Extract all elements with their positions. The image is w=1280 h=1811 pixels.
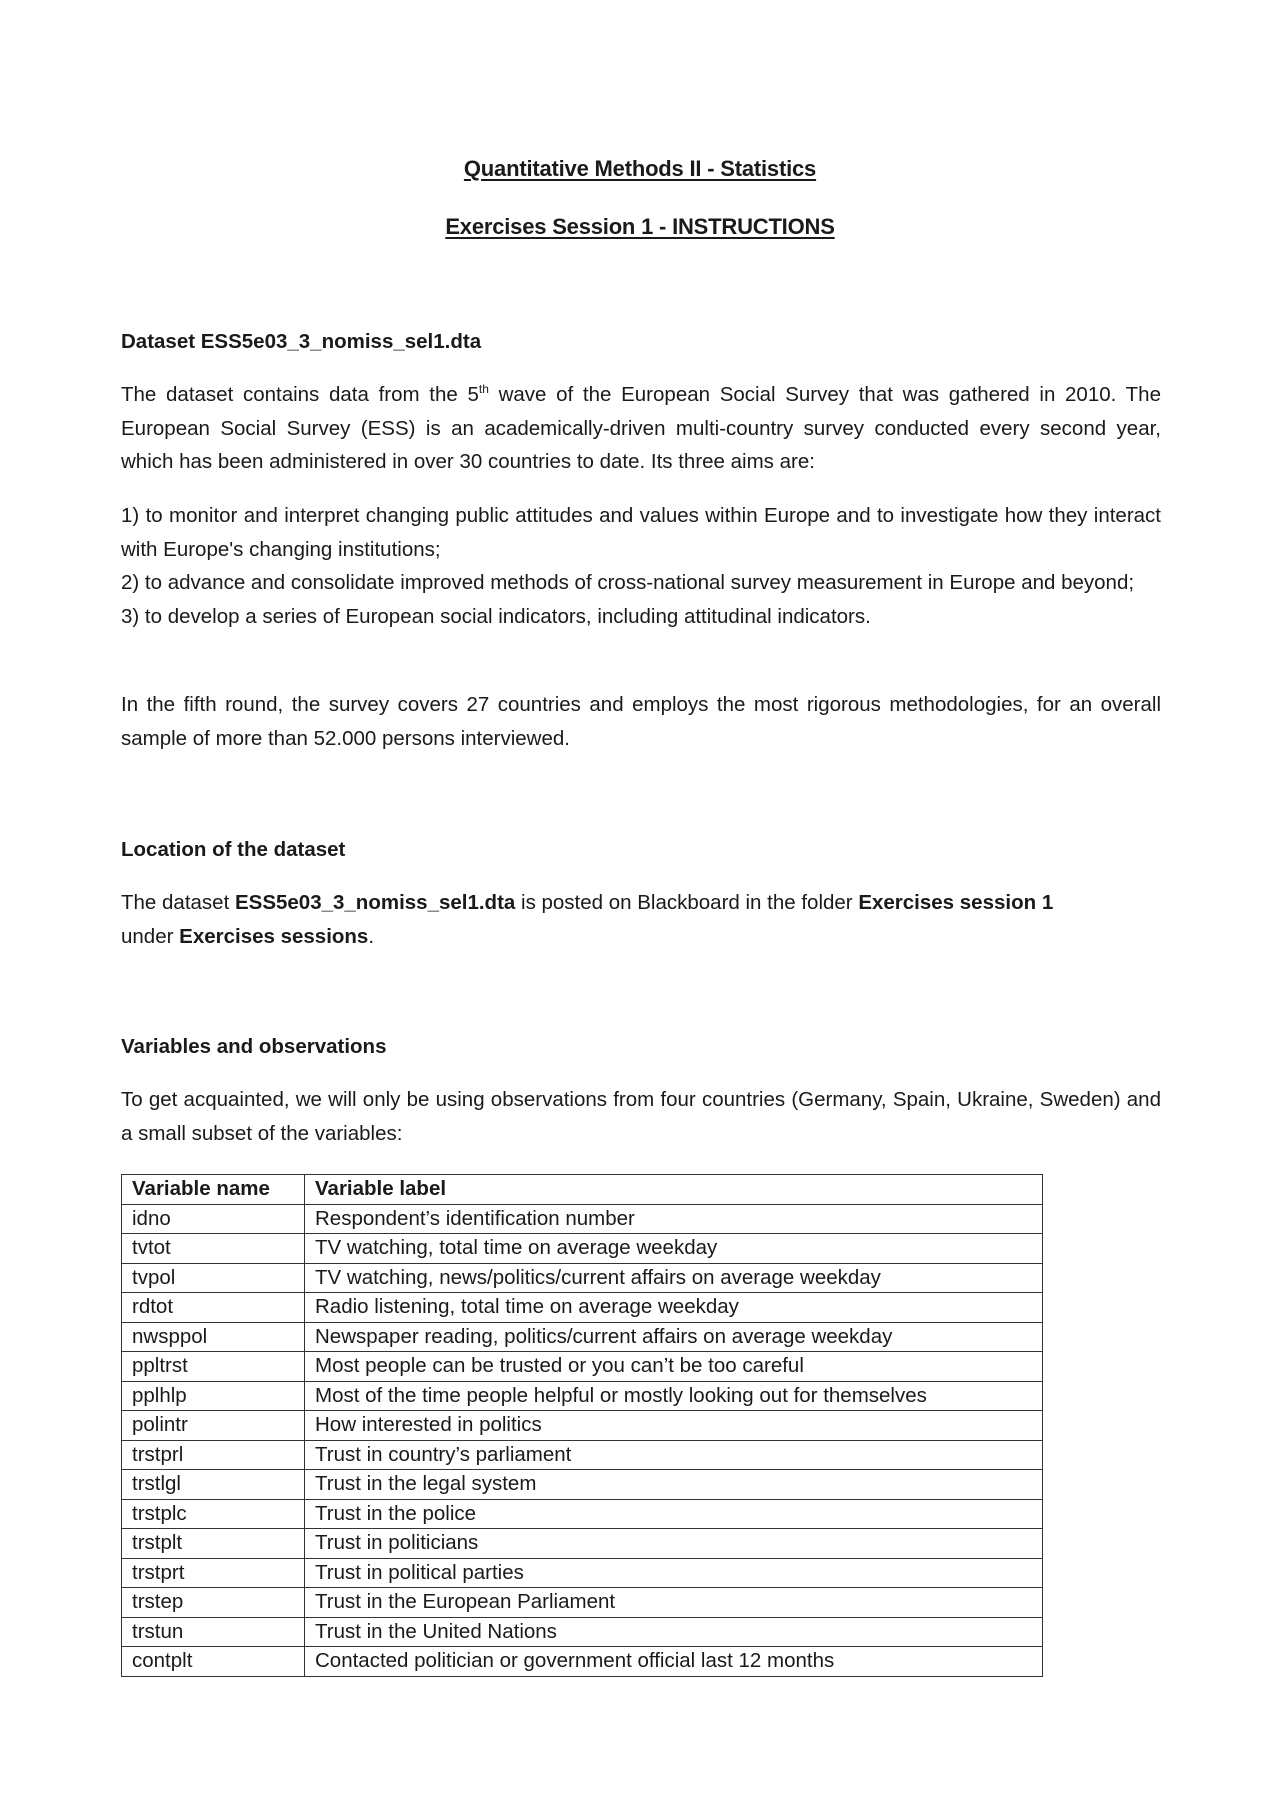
variable-label-cell: Trust in the European Parliament — [305, 1588, 1043, 1618]
location-text-1: The dataset — [121, 891, 235, 914]
variable-name-cell: polintr — [122, 1411, 305, 1441]
dataset-intro-superscript: th — [478, 382, 489, 396]
variable-name-cell: tvtot — [122, 1234, 305, 1264]
aim-item-2: 2) to advance and consolidate improved methods of cross-national survey measurement in Europe and beyond; — [121, 571, 1135, 594]
variable-name-cell: nwsppol — [122, 1322, 305, 1352]
variable-label-cell: Newspaper reading, politics/current affairs on average weekday — [305, 1322, 1043, 1352]
variable-name-cell: ppltrst — [122, 1352, 305, 1382]
variable-label-cell: Most of the time people helpful or mostly looking out for themselves — [305, 1381, 1043, 1411]
variable-name-cell: trstprl — [122, 1440, 305, 1470]
variable-name-cell: tvpol — [122, 1263, 305, 1293]
aim-item-1: 1) to monitor and interpret changing public attitudes and values within Europe and to investigate how they interact with Europe's changing institutions; — [121, 504, 1161, 561]
table-row — [122, 1263, 1043, 1293]
location-text-2: is posted on Blackboard in the folder — [515, 891, 859, 914]
table-row — [122, 1293, 1043, 1323]
variable-label-cell: TV watching, total time on average weekday — [305, 1234, 1043, 1264]
variable-label-cell: Contacted politician or government official last 12 months — [305, 1647, 1043, 1677]
variable-name-cell: trstep — [122, 1588, 305, 1618]
variable-name-cell: rdtot — [122, 1293, 305, 1323]
variable-label-cell: Most people can be trusted or you can’t be too careful — [305, 1352, 1043, 1382]
location-paragraph — [121, 886, 1161, 953]
table-row — [122, 1529, 1043, 1559]
variables-intro-paragraph: To get acquainted, we will only be using observations from four countries (Germany, Spain, Ukraine, Sweden) and a small subset of the variables: — [121, 1088, 1161, 1145]
variable-label-cell: Trust in the police — [305, 1499, 1043, 1529]
variable-name-cell: trstprt — [122, 1558, 305, 1588]
table-row — [122, 1381, 1043, 1411]
variable-label-cell: Trust in political parties — [305, 1558, 1043, 1588]
header-variable-label: Variable label — [305, 1175, 1043, 1205]
variable-label-cell: Trust in the United Nations — [305, 1617, 1043, 1647]
variable-label-cell: TV watching, news/politics/current affairs on average weekday — [305, 1263, 1043, 1293]
location-heading: Location of the dataset — [121, 838, 346, 861]
table-row — [122, 1204, 1043, 1234]
fifth-round-paragraph: In the fifth round, the survey covers 27 countries and employs the most rigorous methodologies, for an overall sample of more than 52.000 persons interviewed. — [121, 693, 1161, 750]
table-row — [122, 1617, 1043, 1647]
dataset-intro-text-1: The dataset contains data from the 5 — [121, 383, 479, 406]
variable-label-cell: How interested in politics — [305, 1411, 1043, 1441]
aims-list — [121, 499, 1161, 633]
table-row — [122, 1352, 1043, 1382]
table-row — [122, 1470, 1043, 1500]
course-title: Quantitative Methods II - Statistics — [463, 156, 817, 181]
dataset-intro-paragraph — [121, 378, 1161, 479]
variables-table — [121, 1174, 1043, 1677]
table-header-row — [122, 1175, 1043, 1205]
parent-folder-name: Exercises sessions — [179, 924, 369, 948]
variables-heading: Variables and observations — [121, 1035, 387, 1058]
table-row — [122, 1647, 1043, 1677]
variable-name-cell: pplhlp — [122, 1381, 305, 1411]
table-row — [122, 1440, 1043, 1470]
dataset-intro-text-2: wave of the European Social Survey that was gathered in 2010. The European Social Survey (ESS) is an academically-driven multi-country survey conducted every second year, which has been administered in over 30 countries to date. Its three aims are: — [121, 383, 1161, 473]
variable-label-cell: Trust in the legal system — [305, 1470, 1043, 1500]
table-row — [122, 1411, 1043, 1441]
session-title: Exercises Session 1 - INSTRUCTIONS — [445, 214, 835, 239]
dataset-filename: ESS5e03_3_nomiss_sel1.dta — [234, 891, 516, 914]
location-text-3: under — [121, 924, 180, 948]
variable-label-cell: Respondent’s identification number — [305, 1204, 1043, 1234]
aim-item-3: 3) to develop a series of European social indicators, including attitudinal indicators. — [121, 604, 871, 628]
table-row — [122, 1322, 1043, 1352]
variable-name-cell: idno — [122, 1204, 305, 1234]
dataset-heading: Dataset ESS5e03_3_nomiss_sel1.dta — [121, 330, 482, 353]
variable-name-cell: trstun — [122, 1617, 305, 1647]
location-text-4: . — [368, 924, 375, 948]
header-variable-name: Variable name — [122, 1175, 305, 1205]
variable-label-cell: Trust in politicians — [305, 1529, 1043, 1559]
variable-name-cell: trstplc — [122, 1499, 305, 1529]
variable-label-cell: Radio listening, total time on average weekday — [305, 1293, 1043, 1323]
variable-name-cell: trstlgl — [122, 1470, 305, 1500]
folder-name: Exercises session 1 — [858, 891, 1054, 914]
table-row — [122, 1499, 1043, 1529]
table-row — [122, 1234, 1043, 1264]
variable-name-cell: trstplt — [122, 1529, 305, 1559]
table-row — [122, 1588, 1043, 1618]
variable-label-cell: Trust in country’s parliament — [305, 1440, 1043, 1470]
table-row — [122, 1558, 1043, 1588]
variable-name-cell: contplt — [122, 1647, 305, 1677]
